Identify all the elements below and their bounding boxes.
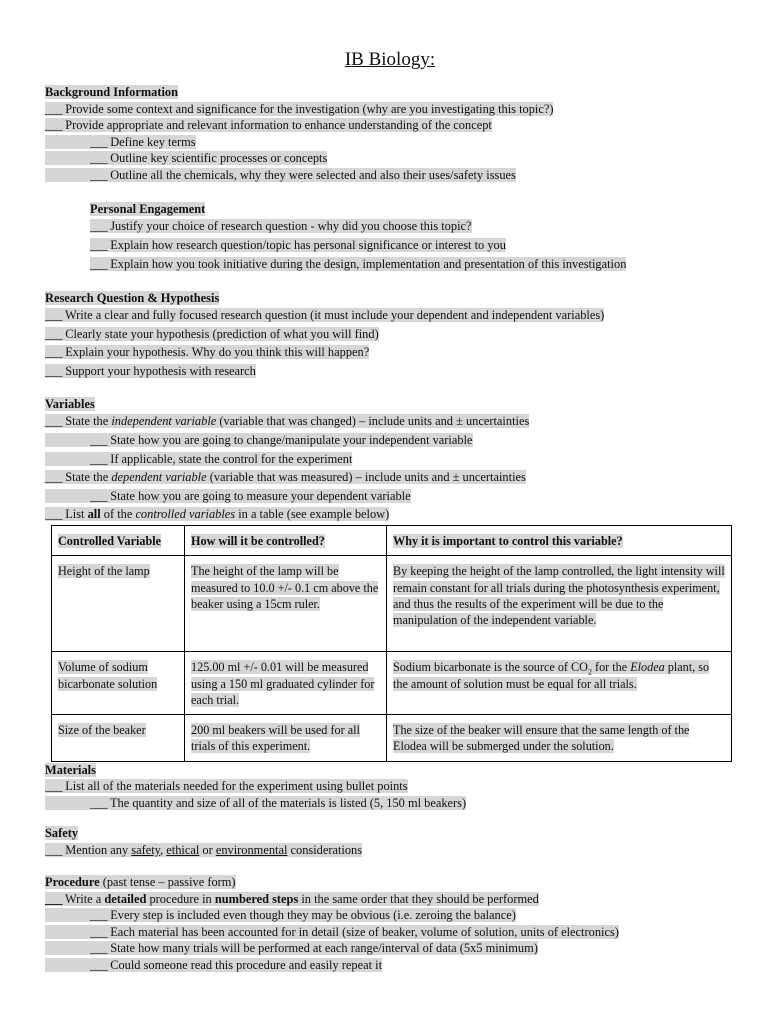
checklist-item: ___ Provide some context and significance for the investigation (why are you investigating this topic?) — [45, 101, 554, 116]
checklist-subitem: ___ State how many trials will be performed at each range/interval of data (5x5 minimum) — [45, 940, 735, 957]
variables-heading: Variables — [45, 397, 95, 411]
controlled-variables-table — [51, 525, 732, 762]
table-cell: Volume of sodium bicarbonate solution — [52, 652, 185, 715]
checklist-item: ___ Explain how you took initiative during the design, implementation and presentation of this investigation — [90, 257, 627, 271]
checklist-item: ___ Explain how research question/topic has personal significance or interest to you — [90, 238, 506, 252]
engagement-section — [45, 201, 735, 274]
checklist-subitem: ___ Every step is included even though they may be obvious (i.e. zeroing the balance) — [45, 907, 735, 924]
table-cell: The height of the lamp will be measured to 10.0 +/- 0.1 cm above the beaker using a 15cm ruler. — [185, 556, 387, 652]
table-cell: The size of the beaker will ensure that the same length of the Elodea will be submerged under the solution. — [387, 715, 732, 762]
table-cell: 200 ml beakers will be used for all trials of this experiment. — [185, 715, 387, 762]
checklist-item: ___ Justify your choice of research question - why did you choose this topic? — [90, 219, 472, 233]
checklist-item: ___ List all of the materials needed for the experiment using bullet points — [45, 779, 408, 794]
table-cell: By keeping the height of the lamp controlled, the light intensity will remain constant for all trials during the photosynthesis experiment, and thus the results of the experiment will be due to the manipulation of the independent variable. — [387, 556, 732, 652]
materials-section — [45, 762, 735, 812]
table-cell: Height of the lamp — [52, 556, 185, 652]
checklist-subitem: ___ Each material has been accounted for in detail (size of beaker, volume of solution, units of electronics) — [45, 924, 735, 941]
checklist-item: ___ Provide appropriate and relevant information to enhance understanding of the concept — [45, 118, 492, 132]
checklist-item: ___ List all of the controlled variables in a table (see example below) — [45, 506, 390, 521]
procedure-heading: Procedure — [45, 875, 100, 890]
checklist-subitem: ___ If applicable, state the control for the experiment — [45, 450, 735, 469]
checklist-item: ___ Mention any safety, ethical or environmental considerations — [45, 842, 363, 857]
materials-heading: Materials — [45, 762, 96, 777]
checklist-subitem: ___ Outline all the chemicals, why they were selected and also their uses/safety issues — [45, 167, 735, 184]
column-header: Why it is important to control this variable? — [387, 525, 732, 555]
engagement-heading: Personal Engagement — [90, 202, 206, 216]
column-header: Controlled Variable — [52, 525, 185, 555]
research-section — [45, 290, 735, 380]
background-heading: Background Information — [45, 85, 178, 99]
table-cell: Sodium bicarbonate is the source of $CO_2$ for the Elodea plant, so the amount of solution must be equal for all trials. — [387, 652, 732, 715]
table-cell: 125.00 ml +/- 0.01 will be measured using a 150 ml graduated cylinder for each trial. — [185, 652, 387, 715]
checklist-item: ___ Clearly state your hypothesis (prediction of what you will find) — [45, 326, 379, 341]
checklist-item: ___ Support your hypothesis with research — [45, 363, 256, 378]
table-row — [52, 556, 732, 652]
checklist-subitem: ___ Define key terms — [45, 134, 735, 151]
safety-section — [45, 825, 735, 858]
table-cell: Size of the beaker — [52, 715, 185, 762]
table-row — [52, 715, 732, 762]
column-header: How will it be controlled? — [185, 525, 387, 555]
checklist-item: ___ Write a detailed procedure in numbered steps in the same order that they should be performed — [45, 891, 539, 906]
background-section — [45, 84, 735, 183]
checklist-item: ___ Explain your hypothesis. Why do you think this will happen? — [45, 345, 370, 359]
checklist-item: ___ Write a clear and fully focused research question (it must include your dependent and independent variables) — [45, 308, 605, 322]
checklist-subitem: ___ Outline key scientific processes or concepts — [45, 150, 735, 167]
checklist-subitem: ___ State how you are going to change/manipulate your independent variable — [45, 431, 735, 450]
variables-section — [45, 396, 735, 523]
table-row — [52, 652, 732, 715]
checklist-subitem: ___ The quantity and size of all of the materials is listed (5, 150 ml beakers) — [45, 795, 735, 812]
research-heading: Research Question & Hypothesis — [45, 291, 220, 305]
checklist-subitem: ___ State how you are going to measure your dependent variable — [45, 487, 735, 506]
safety-heading: Safety — [45, 826, 79, 841]
table-header-row — [52, 525, 732, 555]
checklist-item: ___ State the dependent variable (variable that was measured) – include units and ± uncertainties — [45, 470, 526, 485]
checklist-item: ___ State the independent variable (variable that was changed) – include units and ± uncertainties — [45, 414, 530, 428]
page-title: IB Biology: — [344, 49, 436, 70]
procedure-section: Procedure (past tense – passive form) ___ Write a detailed procedure in numbered steps in the same order that they should be performed ___ Every step is included even though they may be obvious (i.e. zeroing the balance) ___ Each material has been accounted for in detail (size of beaker, volume of solution, units of electronics) ___ State how many trials will be performed at each range/interval of data (5x5 minimum) ___ Could someone read this procedure and easily repeat it — [45, 874, 735, 973]
checklist-subitem: ___ Could someone read this procedure and easily repeat it — [45, 957, 735, 974]
document-page — [45, 48, 735, 987]
